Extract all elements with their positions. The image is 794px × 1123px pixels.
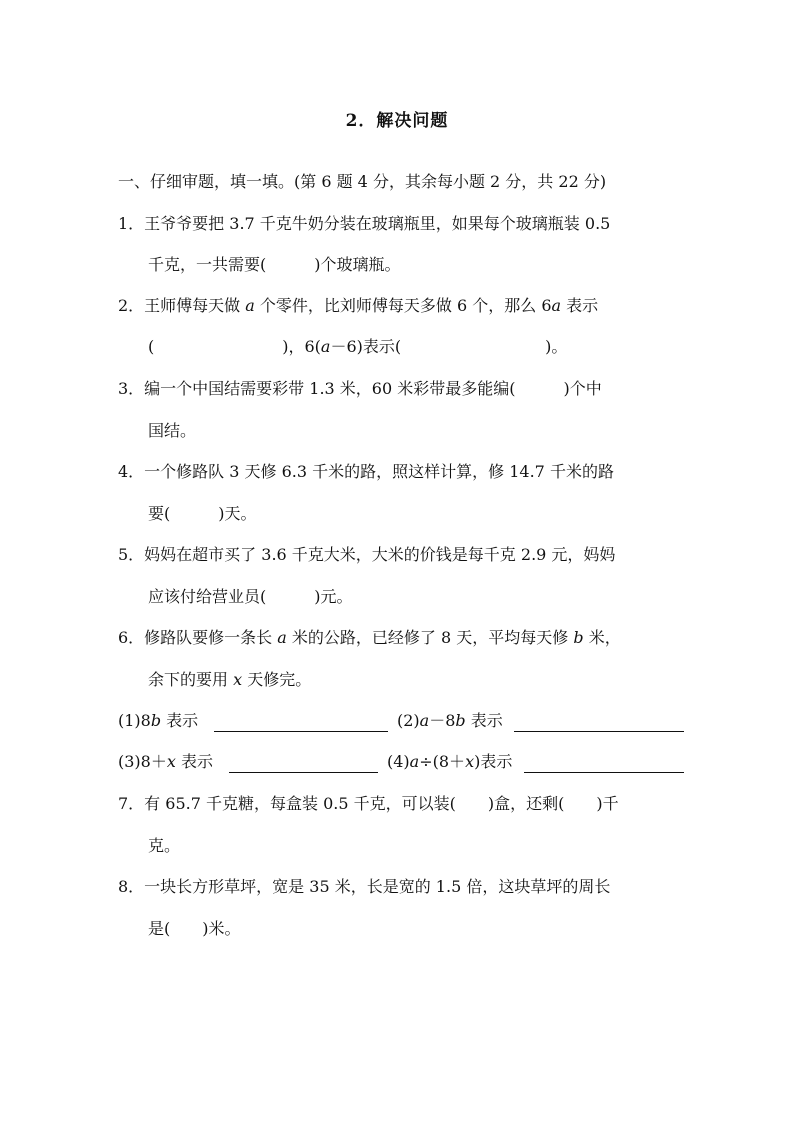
question-6-sub-1 bbox=[118, 710, 198, 732]
question-4-line-2: 要( )天。 bbox=[148, 504, 257, 523]
q6-sub3-answer-blank[interactable] bbox=[229, 756, 378, 773]
question-4-line-1: 4．一个修路队 3 天修 6.3 千米的路，照这样计算，修 14.7 千米的路 bbox=[118, 462, 614, 481]
q6-sub1-text-b: 表示 bbox=[161, 711, 199, 730]
q6-sub4-text-c: )表示 bbox=[474, 752, 513, 771]
q2-text-d: ( )，6( bbox=[148, 337, 321, 356]
q6-sub4-var-2: x bbox=[465, 752, 475, 771]
question-8-line-2: 是( )米。 bbox=[148, 919, 241, 938]
q6-text-a: 6．修路队要修一条长 bbox=[118, 628, 278, 647]
q2-var-a2: a bbox=[551, 296, 562, 315]
q2-var-a: a bbox=[245, 296, 255, 315]
q6-sub3-var: x bbox=[166, 752, 176, 771]
q6-sub2-text-a: (2) bbox=[397, 711, 420, 730]
question-3-line-2: 国结。 bbox=[148, 421, 197, 440]
question-5-line-1: 5．妈妈在超市买了 3.6 千克大米，大米的价钱是每千克 2.9 元，妈妈 bbox=[118, 545, 616, 564]
question-2-line-2 bbox=[148, 336, 567, 358]
question-1-line-2: 千克，一共需要( )个玻璃瓶。 bbox=[148, 255, 401, 274]
q6-sub4-text-a: (4) bbox=[387, 752, 410, 771]
q6-sub1-var: b bbox=[150, 711, 162, 730]
q6-sub2-var-2: b bbox=[455, 711, 466, 730]
q6-sub4-text-b: ÷(8＋ bbox=[419, 752, 466, 771]
q6-text-c: 米， bbox=[583, 628, 621, 647]
question-3-line-1: 3．编一个中国结需要彩带 1.3 米，60 米彩带最多能编( )个中 bbox=[118, 379, 602, 398]
question-6-sub-4 bbox=[387, 751, 512, 773]
question-6-line-2 bbox=[148, 669, 311, 691]
page-title: 2．解决问题 bbox=[345, 111, 449, 131]
q2-text-e: －6)表示( )。 bbox=[330, 337, 568, 356]
question-6-line-1 bbox=[118, 627, 621, 649]
q6-text-b: 米的公路，已经修了 8 天，平均每天修 bbox=[286, 628, 574, 647]
q6-sub3-text-b: 表示 bbox=[175, 752, 213, 771]
q6-sub3-text-a: (3)8＋ bbox=[118, 752, 167, 771]
q6-text-d: 余下的要用 bbox=[148, 670, 234, 689]
q6-sub4-answer-blank[interactable] bbox=[524, 756, 684, 773]
question-7-line-1: 7．有 65.7 千克糖，每盒装 0.5 千克，可以装( )盒，还剩( )千 bbox=[118, 794, 619, 813]
q6-var-a: a bbox=[277, 628, 287, 647]
q6-sub1-text-a: (1)8 bbox=[118, 711, 151, 730]
question-1-line-1: 1．王爷爷要把 3.7 千克牛奶分装在玻璃瓶里，如果每个玻璃瓶装 0.5 bbox=[118, 214, 611, 233]
question-6-sub-3 bbox=[118, 751, 213, 773]
q6-sub1-answer-blank[interactable] bbox=[214, 715, 388, 732]
q2-text-b: 个零件，比刘师傅每天多做 6 个，那么 6 bbox=[254, 296, 552, 315]
q2-text-c: 表示 bbox=[561, 296, 599, 315]
q2-var-a3: a bbox=[320, 337, 331, 356]
question-8-line-1: 8．一块长方形草坪，宽是 35 米，长是宽的 1.5 倍，这块草坪的周长 bbox=[118, 877, 611, 896]
section-heading: 一、仔细审题，填一填。(第 6 题 4 分，其余每小题 2 分，共 22 分) bbox=[118, 172, 607, 191]
q6-var-b: b bbox=[573, 628, 584, 647]
q6-var-x: x bbox=[233, 670, 243, 689]
q6-sub2-answer-blank[interactable] bbox=[514, 715, 684, 732]
q6-sub2-text-c: 表示 bbox=[465, 711, 503, 730]
q2-text-a: 2．王师傅每天做 bbox=[118, 296, 246, 315]
question-2-line-1 bbox=[118, 295, 598, 317]
q6-text-e: 天修完。 bbox=[242, 670, 312, 689]
q6-sub2-text-b: －8 bbox=[429, 711, 456, 730]
q6-sub4-var-1: a bbox=[409, 752, 420, 771]
question-7-line-2: 克。 bbox=[148, 836, 181, 855]
question-6-sub-2 bbox=[397, 710, 503, 732]
q6-sub2-var-1: a bbox=[419, 711, 430, 730]
question-5-line-2: 应该付给营业员( )元。 bbox=[148, 587, 353, 606]
